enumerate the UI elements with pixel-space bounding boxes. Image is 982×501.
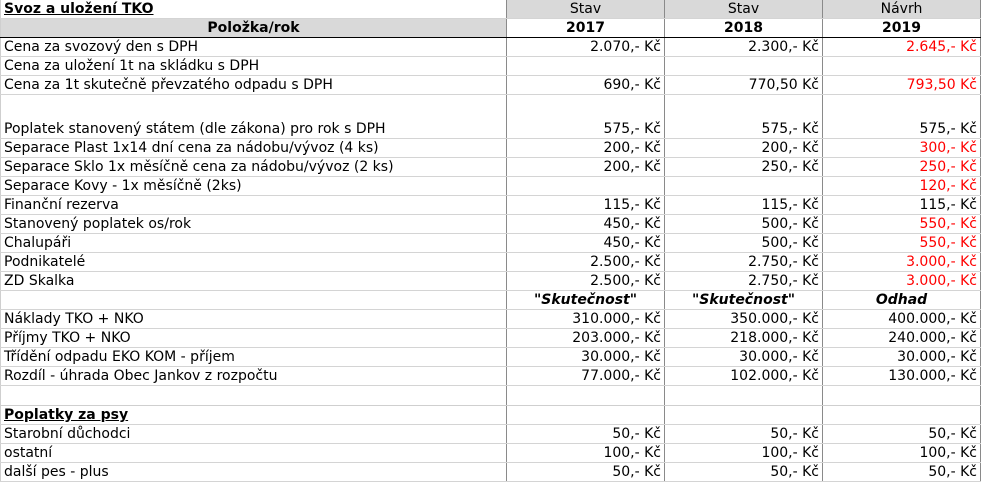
value-2019: 30.000,- Kč: [823, 348, 981, 367]
status-label: Odhad: [823, 291, 981, 310]
value-2019: 793,50 Kč: [823, 76, 981, 95]
budget-row: [1, 329, 981, 348]
value-2017: 100,- Kč: [507, 444, 665, 463]
subheader-label: Položka/rok: [1, 19, 507, 38]
table-row: [1, 76, 981, 95]
value-2017: 77.000,- Kč: [507, 367, 665, 386]
dogs-title-row: [1, 406, 981, 425]
value-2019: 575,- Kč: [823, 95, 981, 139]
subheader-row: [1, 19, 981, 38]
value-2019: 550,- Kč: [823, 234, 981, 253]
value-2018: 115,- Kč: [665, 196, 823, 215]
row-label: Příjmy TKO + NKO: [1, 329, 507, 348]
value-2017: 50,- Kč: [507, 425, 665, 444]
value-2018: 30.000,- Kč: [665, 348, 823, 367]
row-label: další pes - plus: [1, 463, 507, 482]
row-label: Starobní důchodci: [1, 425, 507, 444]
fee-table-body: [1, 0, 981, 482]
status-row: [1, 291, 981, 310]
table-row: [1, 95, 981, 139]
value-2019: 120,- Kč: [823, 177, 981, 196]
row-label: Separace Sklo 1x měsíčně cena za nádobu/vývoz (2 ks): [1, 158, 507, 177]
col-label-2018: Stav: [665, 0, 823, 19]
value-2018: 575,- Kč: [665, 95, 823, 139]
dog-fee-row: [1, 425, 981, 444]
value-2019: 130.000,- Kč: [823, 367, 981, 386]
col-label-2019: Návrh: [823, 0, 981, 19]
value-2017: 2.500,- Kč: [507, 253, 665, 272]
value-2019: 50,- Kč: [823, 463, 981, 482]
spacer-row: [1, 386, 981, 406]
empty-cell: [507, 386, 665, 406]
value-2017: 690,- Kč: [507, 76, 665, 95]
value-2019: [823, 57, 981, 76]
value-2017: 450,- Kč: [507, 234, 665, 253]
value-2019: 115,- Kč: [823, 196, 981, 215]
value-2017: 203.000,- Kč: [507, 329, 665, 348]
value-2017: 450,- Kč: [507, 215, 665, 234]
value-2018: 102.000,- Kč: [665, 367, 823, 386]
value-2019: 50,- Kč: [823, 425, 981, 444]
value-2017: [507, 57, 665, 76]
row-label: Třídění odpadu EKO KOM - příjem: [1, 348, 507, 367]
value-2018: 218.000,- Kč: [665, 329, 823, 348]
table-row: [1, 158, 981, 177]
budget-row: [1, 348, 981, 367]
value-2017: 200,- Kč: [507, 139, 665, 158]
value-2018: 2.750,- Kč: [665, 272, 823, 291]
empty-cell: [665, 406, 823, 425]
empty-cell: [665, 386, 823, 406]
value-2018: 2.300,- Kč: [665, 38, 823, 57]
year-2017: 2017: [507, 19, 665, 38]
table-row: [1, 272, 981, 291]
table-row: [1, 177, 981, 196]
value-2017: 2.500,- Kč: [507, 272, 665, 291]
table-title: Svoz a uložení TKO: [1, 0, 507, 19]
value-2019: 240.000,- Kč: [823, 329, 981, 348]
row-label: Náklady TKO + NKO: [1, 310, 507, 329]
row-label: Cena za 1t skutečně převzatého odpadu s DPH: [1, 76, 507, 95]
value-2019: 400.000,- Kč: [823, 310, 981, 329]
budget-row: [1, 367, 981, 386]
status-label: "Skutečnost": [507, 291, 665, 310]
header-row: [1, 0, 981, 19]
value-2017: 30.000,- Kč: [507, 348, 665, 367]
value-2018: 50,- Kč: [665, 463, 823, 482]
row-label: ZD Skalka: [1, 272, 507, 291]
row-label: Cena za svozový den s DPH: [1, 38, 507, 57]
value-2019: 300,- Kč: [823, 139, 981, 158]
row-label: Rozdíl - úhrada Obec Jankov z rozpočtu: [1, 367, 507, 386]
value-2017: [507, 177, 665, 196]
row-label: Poplatek stanovený státem (dle zákona) pro rok s DPH: [1, 95, 507, 139]
row-label: Podnikatelé: [1, 253, 507, 272]
value-2018: [665, 177, 823, 196]
empty-cell: [507, 406, 665, 425]
empty-cell: [1, 291, 507, 310]
value-2018: [665, 57, 823, 76]
value-2018: 770,50 Kč: [665, 76, 823, 95]
value-2017: 310.000,- Kč: [507, 310, 665, 329]
value-2018: 2.750,- Kč: [665, 253, 823, 272]
value-2017: 115,- Kč: [507, 196, 665, 215]
value-2017: 575,- Kč: [507, 95, 665, 139]
value-2017: 50,- Kč: [507, 463, 665, 482]
dog-fee-row: [1, 463, 981, 482]
value-2019: 550,- Kč: [823, 215, 981, 234]
year-2019: 2019: [823, 19, 981, 38]
status-label: "Skutečnost": [665, 291, 823, 310]
row-label: Finanční rezerva: [1, 196, 507, 215]
table-row: [1, 215, 981, 234]
dogs-title: Poplatky za psy: [1, 406, 507, 425]
table-row: [1, 234, 981, 253]
table-row: [1, 196, 981, 215]
table-row: [1, 253, 981, 272]
dog-fee-row: [1, 444, 981, 463]
value-2018: 500,- Kč: [665, 234, 823, 253]
value-2017: 2.070,- Kč: [507, 38, 665, 57]
value-2018: 200,- Kč: [665, 139, 823, 158]
col-label-2017: Stav: [507, 0, 665, 19]
row-label: Cena za uložení 1t na skládku s DPH: [1, 57, 507, 76]
empty-cell: [823, 406, 981, 425]
table-row: [1, 57, 981, 76]
value-2018: 250,- Kč: [665, 158, 823, 177]
budget-row: [1, 310, 981, 329]
value-2019: 250,- Kč: [823, 158, 981, 177]
year-2018: 2018: [665, 19, 823, 38]
value-2019: 3.000,- Kč: [823, 272, 981, 291]
value-2019: 3.000,- Kč: [823, 253, 981, 272]
value-2019: 100,- Kč: [823, 444, 981, 463]
value-2018: 350.000,- Kč: [665, 310, 823, 329]
row-label: Separace Plast 1x14 dní cena za nádobu/vývoz (4 ks): [1, 139, 507, 158]
empty-cell: [1, 386, 507, 406]
value-2018: 50,- Kč: [665, 425, 823, 444]
value-2019: 2.645,- Kč: [823, 38, 981, 57]
value-2018: 100,- Kč: [665, 444, 823, 463]
row-label: ostatní: [1, 444, 507, 463]
row-label: Stanovený poplatek os/rok: [1, 215, 507, 234]
table-row: [1, 38, 981, 57]
row-label: Chalupáři: [1, 234, 507, 253]
empty-cell: [823, 386, 981, 406]
value-2018: 500,- Kč: [665, 215, 823, 234]
value-2017: 200,- Kč: [507, 158, 665, 177]
row-label: Separace Kovy - 1x měsíčně (2ks): [1, 177, 507, 196]
table-row: [1, 139, 981, 158]
